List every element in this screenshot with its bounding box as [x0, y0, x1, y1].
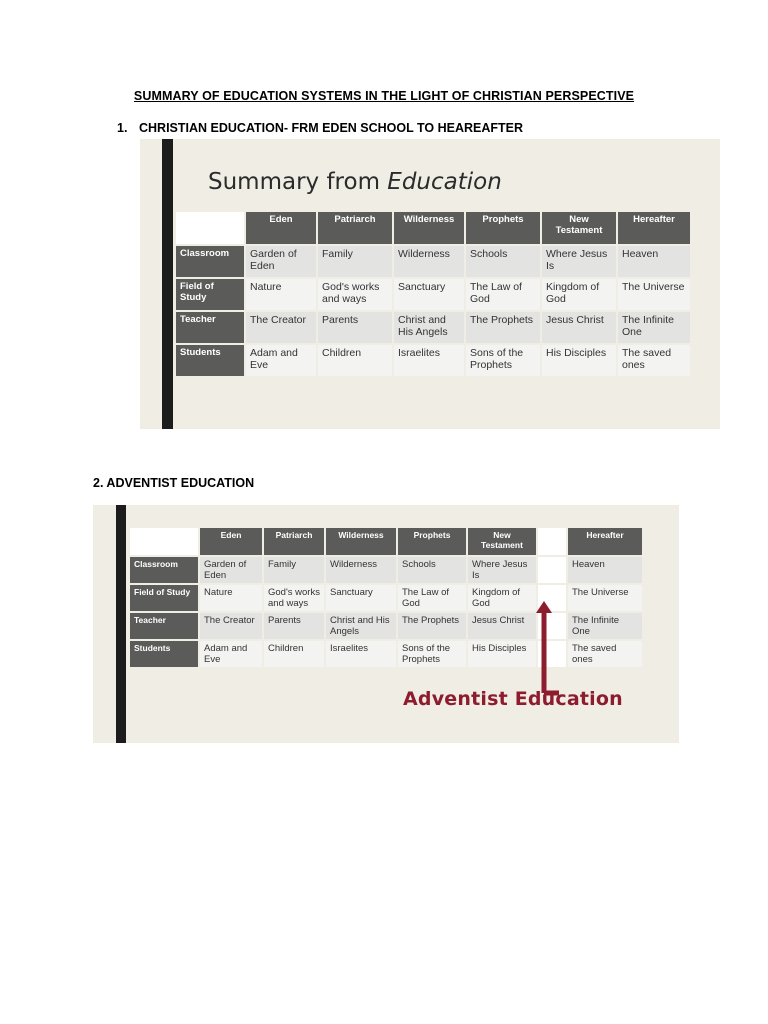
table-cell: The Universe [618, 279, 690, 310]
table-cell: The Creator [246, 312, 316, 343]
row-header: Students [176, 345, 244, 376]
section-1-heading [117, 121, 523, 135]
row-header: Classroom [130, 557, 198, 583]
table-cell: Israelites [326, 641, 396, 667]
table-cell: Christ and His Angels [326, 613, 396, 639]
table-cell: Sons of the Prophets [398, 641, 466, 667]
document-title: SUMMARY OF EDUCATION SYSTEMS IN THE LIGHT OF CHRISTIAN PERSPECTIVE [133, 89, 635, 103]
col-header: Prophets [466, 212, 540, 244]
summary-table [174, 210, 692, 378]
table-cell: Schools [466, 246, 540, 277]
col-header: New Testament [468, 528, 536, 555]
slide-accent-bar [116, 505, 126, 743]
slide-image-christian-education [140, 139, 720, 429]
table-cell: His Disciples [542, 345, 616, 376]
table-cell: The Law of God [466, 279, 540, 310]
table-cell: Nature [246, 279, 316, 310]
col-header: Patriarch [264, 528, 324, 555]
col-header: Prophets [398, 528, 466, 555]
table-cell: The Creator [200, 613, 262, 639]
table-cell: Garden of Eden [246, 246, 316, 277]
table-corner [130, 528, 198, 555]
section-1-number: 1. [117, 121, 128, 135]
table-cell: The Law of God [398, 585, 466, 611]
table-cell: God's works and ways [318, 279, 392, 310]
slide-accent-bar [162, 139, 173, 429]
pointer-arrow-icon [533, 597, 563, 697]
table-cell: Adam and Eve [246, 345, 316, 376]
col-header: Hereafter [618, 212, 690, 244]
table-cell: Kingdom of God [542, 279, 616, 310]
slide-title [208, 169, 502, 195]
table-cell: Adam and Eve [200, 641, 262, 667]
table-cell: Parents [318, 312, 392, 343]
table-cell: Christ and His Angels [394, 312, 464, 343]
table-cell: Garden of Eden [200, 557, 262, 583]
table-cell: Wilderness [326, 557, 396, 583]
table-cell: Children [318, 345, 392, 376]
table-cell: Jesus Christ [542, 312, 616, 343]
table-cell: The Prophets [466, 312, 540, 343]
table-cell: Where Jesus Is [468, 557, 536, 583]
table-cell: Heaven [618, 246, 690, 277]
row-header: Students [130, 641, 198, 667]
table-cell: Jesus Christ [468, 613, 536, 639]
table-cell: Where Jesus Is [542, 246, 616, 277]
table-cell: The saved ones [618, 345, 690, 376]
adventist-table [128, 526, 644, 669]
table-corner [176, 212, 244, 244]
table-cell: Sons of the Prophets [466, 345, 540, 376]
table-cell: Family [318, 246, 392, 277]
table-cell: The saved ones [568, 641, 642, 667]
table-cell: The Prophets [398, 613, 466, 639]
section-2-heading: 2. ADVENTIST EDUCATION [93, 476, 255, 490]
col-header: Eden [246, 212, 316, 244]
table-cell: The Infinite One [618, 312, 690, 343]
col-header: Eden [200, 528, 262, 555]
table-cell: Children [264, 641, 324, 667]
table-cell: The Infinite One [568, 613, 642, 639]
adventist-education-label: Adventist Education [403, 688, 623, 710]
table-gap [538, 528, 566, 555]
table-cell: Nature [200, 585, 262, 611]
table-cell: Sanctuary [394, 279, 464, 310]
row-header: Classroom [176, 246, 244, 277]
col-header: Hereafter [568, 528, 642, 555]
row-header: Teacher [176, 312, 244, 343]
slide-image-adventist-education [93, 505, 679, 743]
table-cell: Schools [398, 557, 466, 583]
table-gap [538, 557, 566, 583]
table-cell: Wilderness [394, 246, 464, 277]
slide-title-plain: Summary from [208, 169, 388, 195]
table-cell: God's works and ways [264, 585, 324, 611]
table-cell: Kingdom of God [468, 585, 536, 611]
row-header: Field of Study [130, 585, 198, 611]
col-header: Wilderness [326, 528, 396, 555]
table-cell: Parents [264, 613, 324, 639]
table-cell: Heaven [568, 557, 642, 583]
row-header: Field of Study [176, 279, 244, 310]
table-cell: Israelites [394, 345, 464, 376]
table-cell: Sanctuary [326, 585, 396, 611]
col-header: Wilderness [394, 212, 464, 244]
table-cell: His Disciples [468, 641, 536, 667]
row-header: Teacher [130, 613, 198, 639]
slide-title-italic: Education [387, 169, 502, 195]
col-header: New Testament [542, 212, 616, 244]
table-cell: Family [264, 557, 324, 583]
section-1-text: CHRISTIAN EDUCATION- FRM EDEN SCHOOL TO HEAREAFTER [139, 121, 524, 135]
table-cell: The Universe [568, 585, 642, 611]
col-header: Patriarch [318, 212, 392, 244]
